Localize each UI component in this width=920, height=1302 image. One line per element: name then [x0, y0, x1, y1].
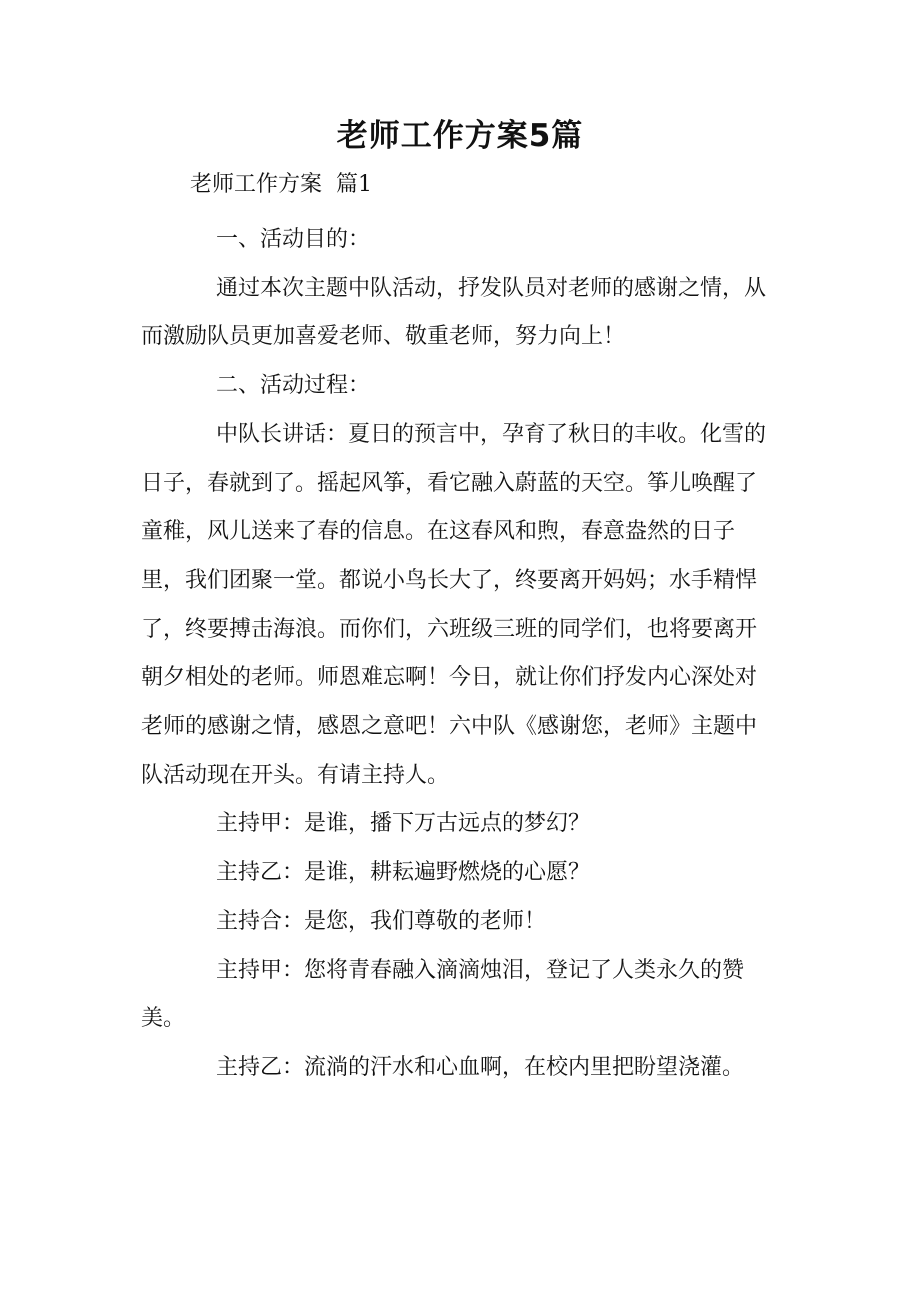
paragraph: 主持甲：是谁，播下万古远点的梦幻？ [216, 811, 591, 837]
section-heading: 老师工作方案 篇1 [190, 172, 372, 197]
paragraph: 主持乙：流淌的汗水和心血啊，在校内里把盼望浇灌。 [216, 1054, 745, 1080]
document-body [141, 216, 777, 1093]
document-title: 老师工作方案5篇 [336, 118, 584, 154]
paragraph: 主持合：是您，我们尊敬的老师！ [216, 908, 547, 934]
paragraph: 主持乙：是谁，耕耘遍野燃烧的心愿？ [216, 860, 591, 886]
paragraph: 中队长讲话：夏日的预言中，孕育了秋日的丰收。化雪的日子，春就到了。摇起风筝，看它融入蔚蓝的天空。筝儿唤醒了童稚，风儿送来了春的信息。在这春风和煦，春意盎然的日子里，我们团聚一堂。都说小鸟长大了，终要离开妈妈；水手精悍了，终要搏击海浪。而你们，六班级三班的同学们，也将要离开朝夕相处的老师。师恩难忘啊！今日，就让你们抒发内心深处对老师的感谢之情，感恩之意吧！六中队《感谢您，老师》主题中队活动现在开头。有请主持人。 [141, 421, 767, 788]
paragraph: 一、活动目的： [216, 227, 371, 252]
paragraph: 通过本次主题中队活动，抒发队员对老师的感谢之情，从而激励队员更加喜爱老师、敬重老师，努力向上！ [141, 275, 767, 350]
paragraph: 主持甲：您将青春融入滴滴烛泪，登记了人类永久的赞美。 [141, 957, 745, 1032]
paragraph: 二、活动过程： [216, 373, 371, 399]
